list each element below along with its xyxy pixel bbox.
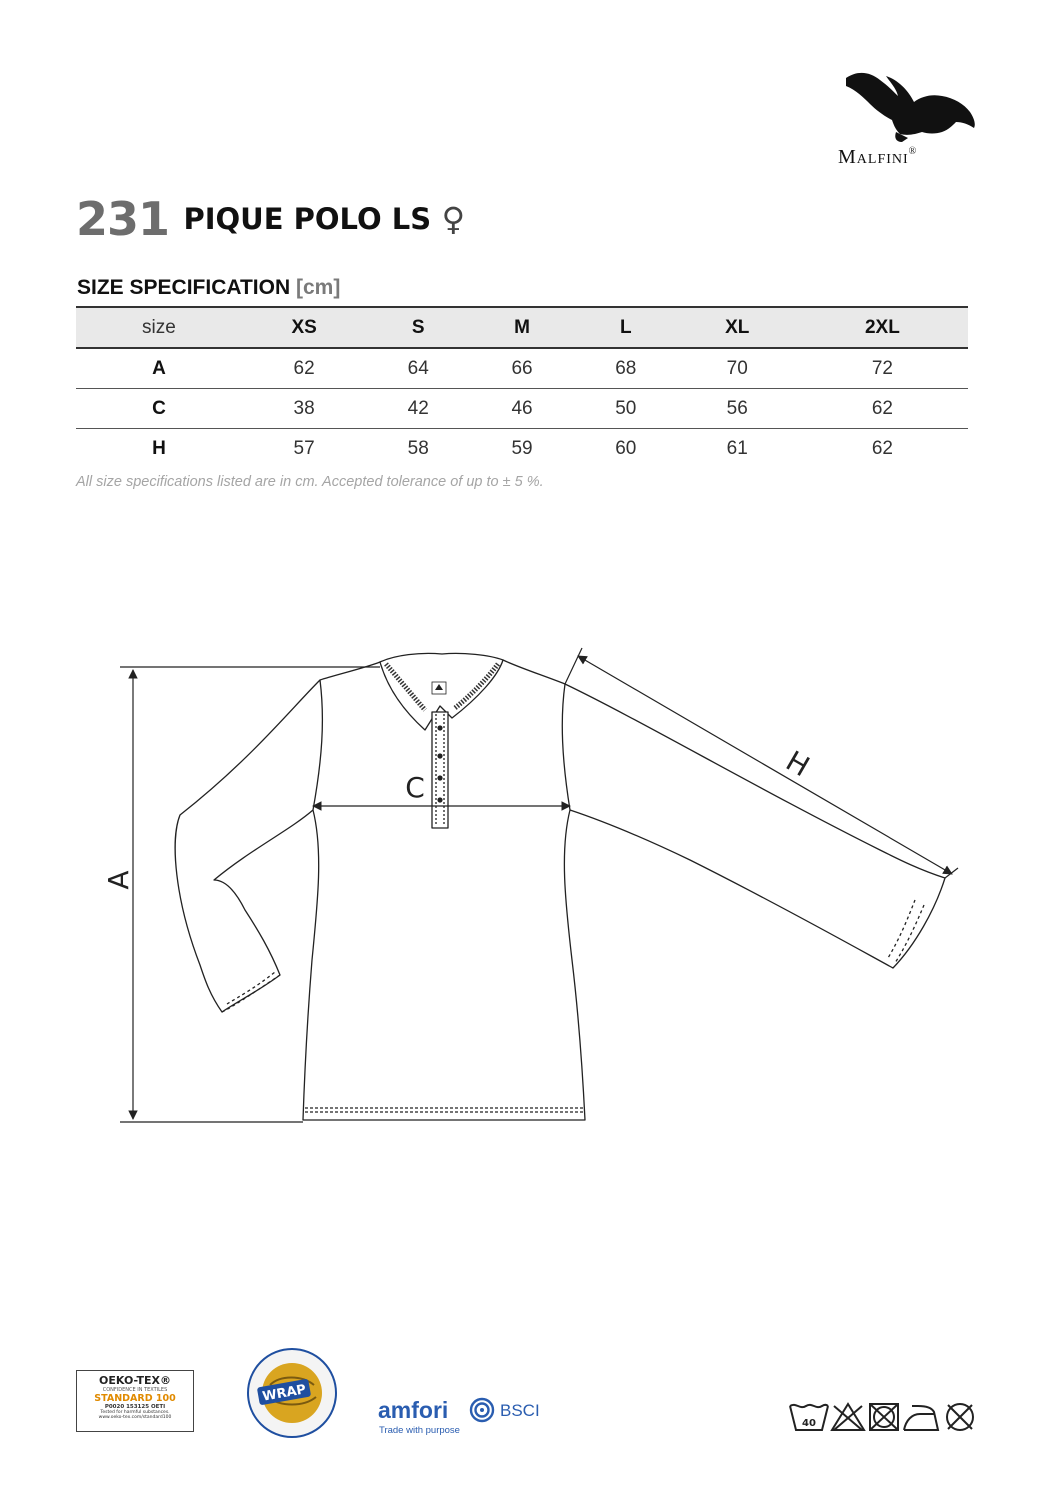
table-cell: 60 — [615, 437, 637, 459]
size-table — [76, 306, 968, 468]
table-cell: 50 — [615, 397, 637, 419]
table-cell: 38 — [293, 397, 315, 419]
no-dry-clean-icon — [947, 1404, 973, 1430]
oeko-tex-badge: OEKO-TEX® CONFIDENCE IN TEXTILES STANDARD 100 P0020 153125 OETI Tested for harmful substances. www.oeko-tex.com/standard100 — [76, 1370, 194, 1432]
table-cell: 70 — [726, 357, 748, 379]
table-cell: 72 — [871, 357, 893, 379]
amfori-bsci-logo: amfori BSCI Trade with purpose — [378, 1397, 540, 1436]
no-bleach-icon — [832, 1404, 864, 1430]
table-cell: 62 — [293, 357, 315, 379]
table-row — [76, 429, 968, 469]
dimension-c-label: C — [405, 771, 425, 804]
brand-name: Malfini® — [838, 146, 918, 168]
table-cell: 46 — [511, 397, 533, 419]
svg-text:WRAP: WRAP — [261, 1382, 308, 1405]
table-header-cell: size — [142, 316, 176, 338]
garment-diagram — [0, 600, 1058, 1160]
table-header-cell: L — [619, 316, 632, 338]
table-row — [76, 348, 968, 389]
table-header-cell: XS — [291, 316, 317, 338]
female-icon: ♀ — [441, 200, 465, 238]
table-header-cell: XL — [725, 316, 750, 338]
table-cell: 62 — [871, 397, 893, 419]
row-label: H — [152, 437, 166, 459]
table-header-row — [76, 307, 968, 348]
right-sleeve — [565, 684, 945, 968]
table-header-cell: 2XL — [864, 316, 900, 338]
table-cell: 64 — [407, 357, 429, 379]
row-label: A — [152, 357, 166, 379]
wrap-badge-icon — [244, 1345, 340, 1441]
amfori-ring-icon — [469, 1397, 495, 1423]
table-header-cell: S — [411, 316, 425, 338]
product-title — [76, 192, 465, 252]
table-cell: 56 — [726, 397, 748, 419]
dimension-h-label: H — [780, 744, 816, 784]
table-cell: 57 — [293, 437, 315, 459]
table-cell: 61 — [726, 437, 748, 459]
product-name: PIQUE POLO LS — [183, 202, 432, 236]
tolerance-note: All size specifications listed are in cm. Accepted tolerance of up to ± 5 %. — [76, 474, 544, 490]
section-heading: SIZE SPECIFICATION [cm] — [77, 276, 341, 299]
table-header-cell: M — [514, 316, 530, 338]
unit-label: [cm] — [295, 276, 341, 299]
table-row — [76, 389, 968, 429]
svg-text:40: 40 — [802, 1418, 816, 1429]
table-cell: 59 — [511, 437, 533, 459]
row-label: C — [152, 397, 166, 419]
table-cell: 42 — [407, 397, 429, 419]
care-symbols — [788, 1400, 986, 1434]
dimension-a-label: A — [102, 870, 135, 890]
product-code: 231 — [76, 192, 170, 246]
table-cell: 62 — [871, 437, 893, 459]
left-sleeve — [175, 680, 320, 1012]
table-cell: 68 — [615, 357, 637, 379]
table-cell: 66 — [511, 357, 533, 379]
iron-low-icon — [904, 1406, 938, 1430]
table-cell: 58 — [407, 437, 429, 459]
no-tumble-dry-icon — [870, 1404, 898, 1430]
dimension-h-line — [578, 656, 952, 874]
